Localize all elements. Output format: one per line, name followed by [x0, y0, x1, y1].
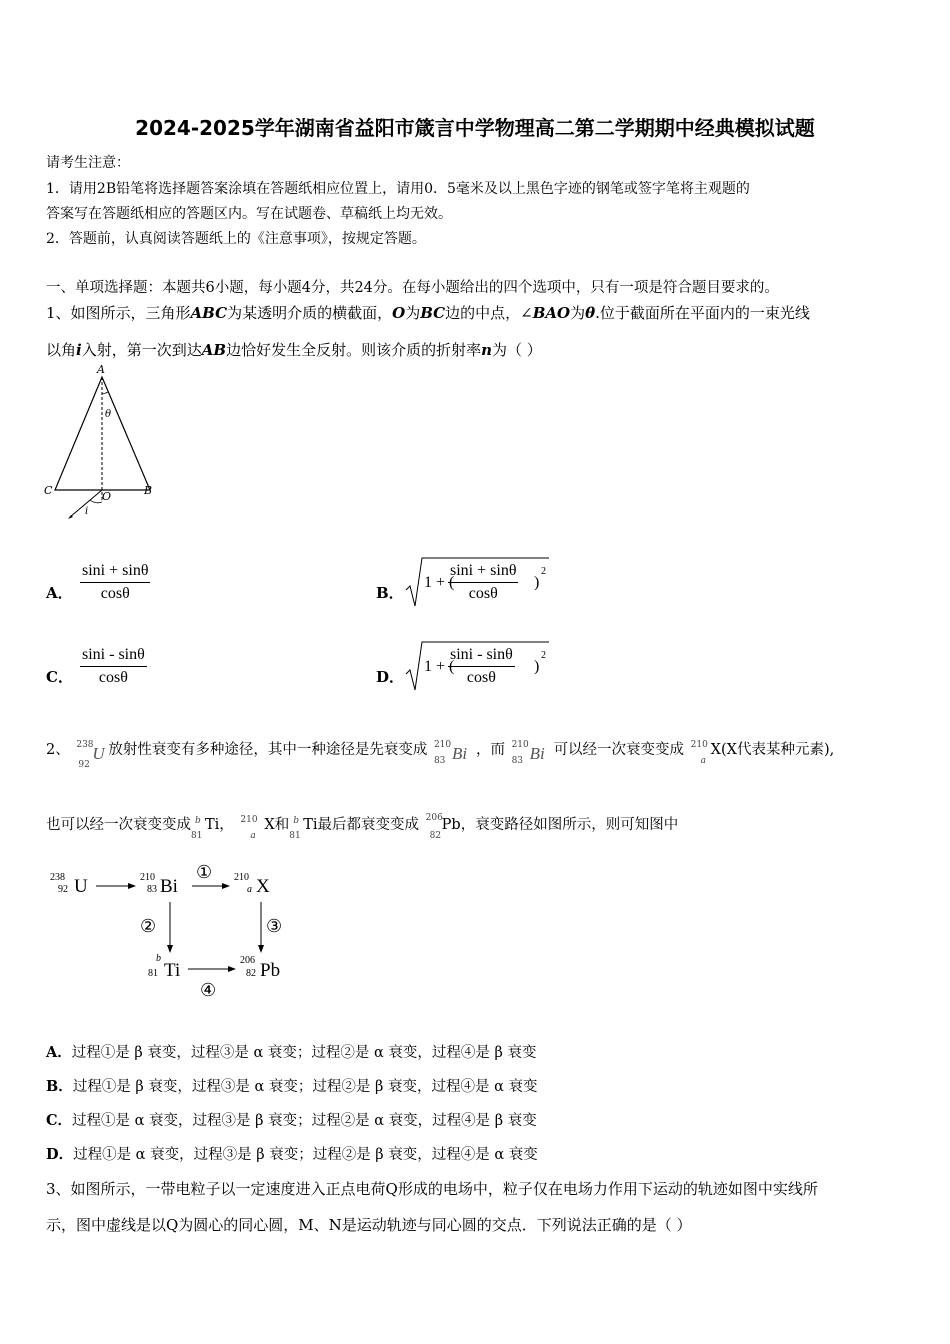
q1-option-b-label[interactable]: B． — [376, 584, 404, 602]
q2-line-2: 也可以经一次衰变变成 b 81 Ti， 210 a X和 b 81 Ti最后都衰变变成 206 82 Pb，衰变路径如图所示，则可知图中 — [46, 813, 679, 841]
step-4-label: ④ — [200, 980, 217, 1000]
notice-line-2: 答案写在答题纸相应的答题区内。写在试题卷、草稿纸上均无效。 — [46, 206, 452, 222]
label-a: A — [97, 363, 105, 376]
label-i: i — [85, 506, 89, 517]
triangle-figure — [40, 362, 170, 522]
svg-text:b: b — [156, 953, 161, 964]
label-c: C — [44, 484, 53, 497]
step-2-label: ② — [140, 916, 157, 936]
q1-line-2: 以角i入射，第一次到达AB边恰好发生全反射。则该介质的折射率n为（ ） — [46, 341, 542, 359]
q2-option-a[interactable]: A．过程①是 β 衰变，过程③是 α 衰变；过程②是 α 衰变，过程④是 β 衰变 — [46, 1044, 537, 1061]
svg-text:82: 82 — [246, 968, 256, 979]
svg-text:81: 81 — [148, 968, 158, 979]
q3-line-1: 3、如图所示，一带电粒子以一定速度进入正点电荷Q形成的电场中，粒子仅在电场力作用下运动的轨迹如图中实线所 — [46, 1180, 818, 1198]
section-heading: 一、单项选择题：本题共6小题，每小题4分，共24分。在每小题给出的四个选项中，只有一项是符合题目要求的。 — [46, 280, 779, 296]
q2-option-c[interactable]: C．过程①是 α 衰变，过程③是 β 衰变；过程②是 α 衰变，过程④是 β 衰变 — [46, 1112, 537, 1129]
svg-text:238: 238 — [50, 872, 65, 883]
step-1-label: ① — [196, 862, 213, 882]
page-title: 2024-2025学年湖南省益阳市箴言中学物理高二第二学期期中经典模拟试题 — [135, 116, 815, 140]
node-pb: Pb — [260, 960, 281, 981]
label-theta: θ — [105, 409, 112, 420]
q1-option-d-label[interactable]: D． — [376, 668, 405, 686]
q2-line-1: 2、 238 92 U 放射性衰变有多种途径，其中一种途径是先衰变成 210 83 Bi ，而 210 83 Bi 可以经一次衰变变成 210 a X(X代表某种元素), — [46, 740, 835, 770]
q2-option-d[interactable]: D．过程①是 α 衰变，过程③是 β 衰变；过程②是 β 衰变，过程④是 α 衰变 — [46, 1146, 538, 1163]
q1-option-c-formula[interactable]: $\frac{\sin i - \sin\theta}{\cos\theta}$ — [82, 646, 145, 686]
q1-line-1: 1、如图所示，三角形ABC为某透明介质的横截面，O为BC边的中点，∠BAO为θ.位于截面所在平面内的一束光线 — [46, 304, 810, 322]
q1-option-a-formula[interactable]: $\frac{\sin i + \sin\theta}{\cos\theta}$ — [82, 562, 149, 602]
q1-option-a-label[interactable]: A． — [46, 584, 73, 602]
svg-text:83: 83 — [147, 884, 157, 895]
q1-option-c-label[interactable]: C． — [46, 668, 73, 686]
node-ti: Ti — [164, 960, 181, 981]
notice-line-3: 2．答题前，认真阅读答题纸上的《注意事项》，按规定答题。 — [46, 231, 426, 247]
label-b: B — [144, 484, 153, 497]
svg-text:210: 210 — [234, 872, 249, 883]
step-3-label: ③ — [266, 916, 283, 936]
notice-line-1: 1．请用2B铅笔将选择题答案涂填在答题纸相应位置上，请用0．5毫米及以上黑色字迹的钢笔或签字笔将主观题的 — [46, 181, 750, 197]
svg-text:a: a — [247, 884, 252, 895]
q2-option-b[interactable]: B．过程①是 β 衰变，过程③是 α 衰变；过程②是 β 衰变，过程④是 α 衰变 — [46, 1078, 538, 1095]
node-x: X — [256, 876, 270, 897]
decay-diagram — [44, 856, 304, 1006]
q3-line-2: 示，图中虚线是以Q为圆心的同心圆，M、N是运动轨迹与同心圆的交点．下列说法正确的是（ ） — [46, 1216, 692, 1234]
node-bi: Bi — [160, 876, 178, 897]
svg-text:92: 92 — [58, 884, 68, 895]
svg-text:206: 206 — [240, 955, 255, 966]
svg-text:210: 210 — [140, 872, 155, 883]
node-u: U — [74, 876, 88, 897]
label-o: O — [102, 490, 112, 503]
notice-heading: 请考生注意： — [46, 155, 130, 171]
